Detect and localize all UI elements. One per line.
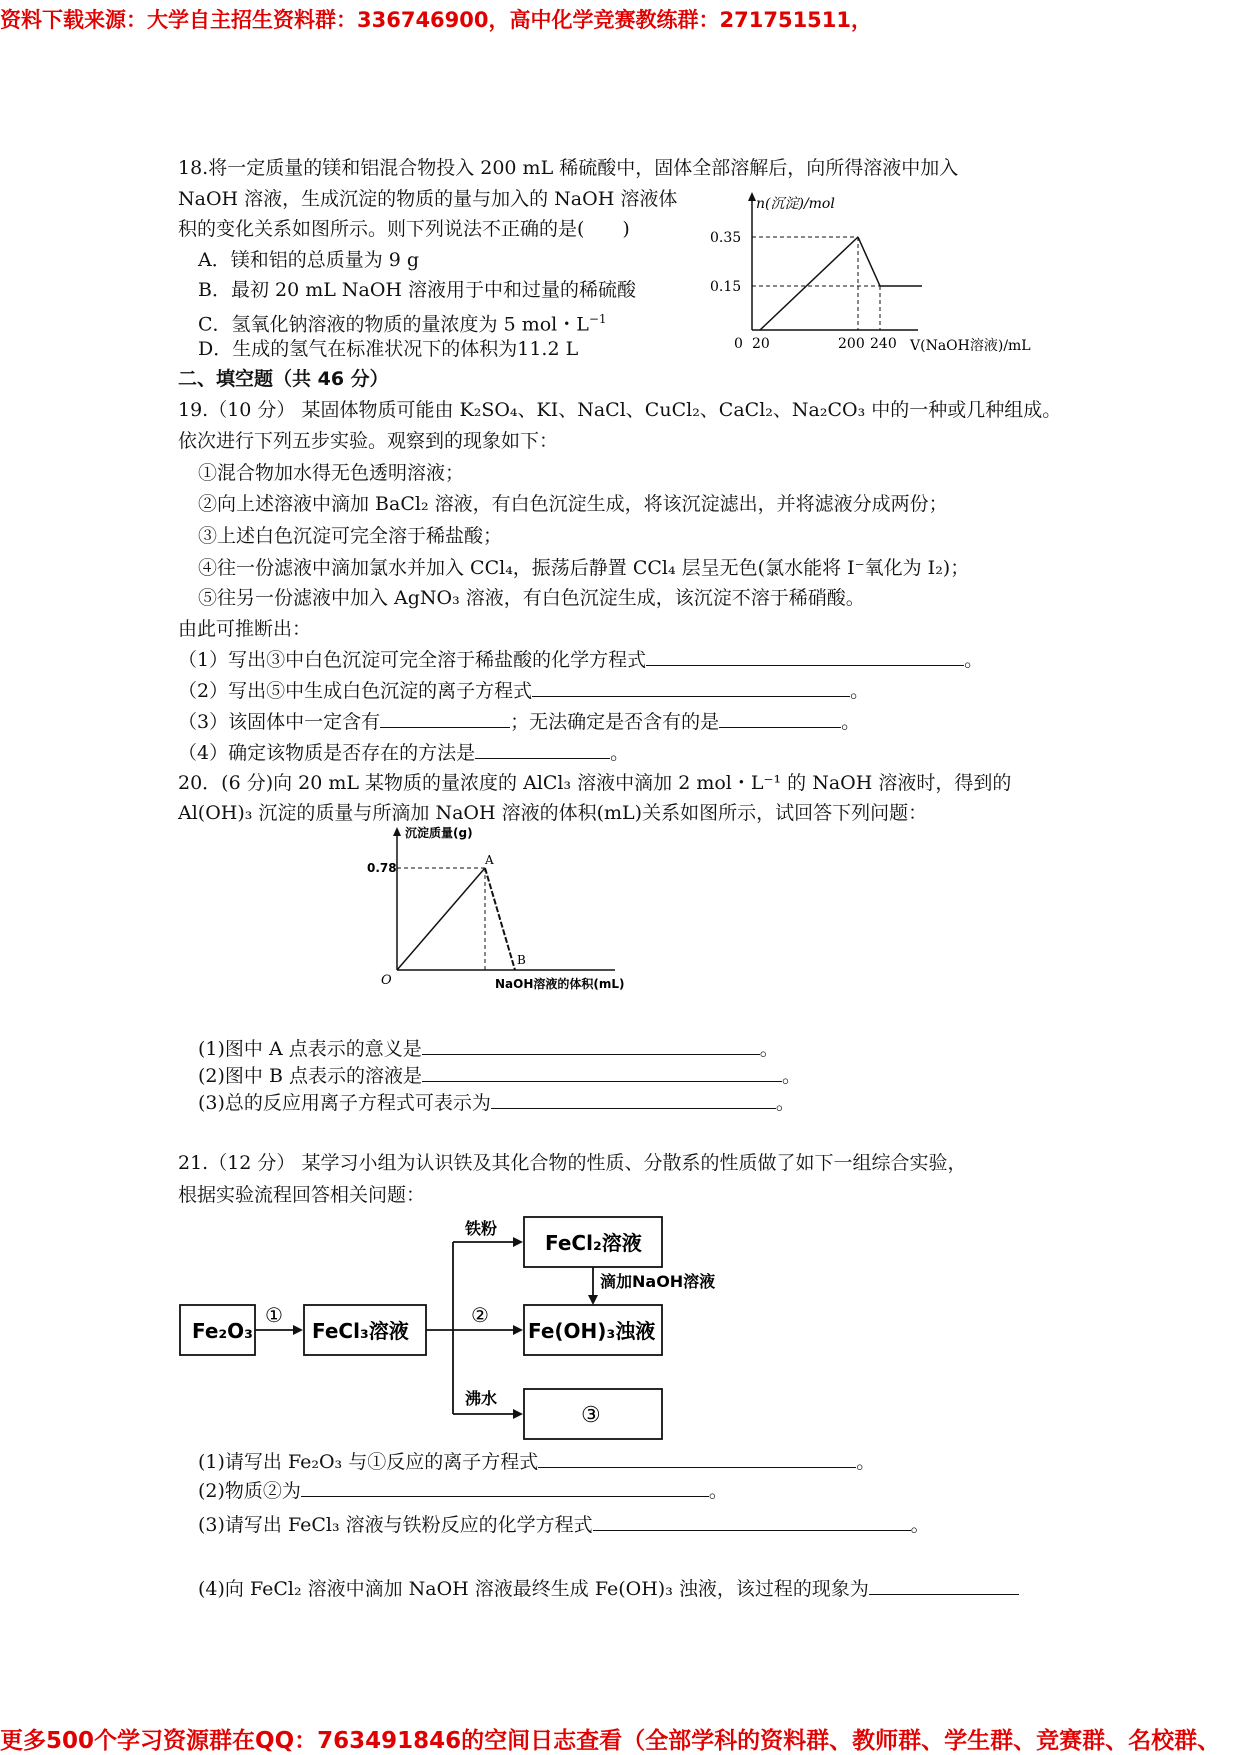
q21-blank-4[interactable]	[869, 1576, 1019, 1595]
label-fecl3: FeCl₃溶液	[312, 1319, 409, 1343]
q20-part-3: (3)总的反应用离子方程式可表示为 。	[198, 1092, 795, 1114]
q20-blank-3[interactable]	[491, 1090, 776, 1109]
q18-option-c: C．氢氧化钠溶液的物质的量浓度为 5 mol・$L^{-1}$	[198, 312, 607, 336]
q18-stem-line3: 积的变化关系如图所示。则下列说法不正确的是( )	[178, 218, 630, 240]
q20-point-b: B	[517, 953, 526, 967]
q20-blank-2[interactable]	[422, 1063, 782, 1082]
q19-blank-3a[interactable]	[380, 709, 510, 728]
label-fe2o3: Fe₂O₃	[192, 1319, 253, 1343]
q19-step-5: ⑤往另一份滤液中加入 AgNO₃ 溶液，有白色沉淀生成，该沉淀不溶于稀硝酸。	[198, 587, 865, 609]
arrow-down-head	[588, 1295, 598, 1305]
q21-part-2: (2)物质②为 。	[198, 1480, 728, 1502]
q19-step-3: ③上述白色沉淀可完全溶于稀盐酸；	[198, 525, 503, 547]
q21-part-3: (3)请写出 FeCl₃ 溶液与铁粉反应的化学方程式 。	[198, 1514, 930, 1536]
q18-stem-line2: NaOH 溶液，生成沉淀的物质的量与加入的 NaOH 溶液体	[178, 188, 678, 210]
q18-seg-fall	[858, 237, 880, 286]
q21-part-4: (4)向 FeCl₂ 溶液中滴加 NaOH 溶液最终生成 Fe(OH)₃ 浊液，该过程的现象为	[198, 1576, 1019, 1601]
q20-xlabel: NaOH溶液的体积(mL)	[495, 977, 625, 991]
q19-blank-1[interactable]	[646, 647, 964, 666]
q20-ytick-0: 0.78	[367, 861, 397, 875]
q20-part-2: (2)图中 B 点表示的溶液是 。	[198, 1065, 801, 1087]
section-2-heading: 二、填空题（共 46 分）	[178, 368, 389, 390]
q20-blank-1[interactable]	[422, 1036, 760, 1055]
arrow-1-head	[293, 1325, 303, 1335]
top-banner: 资料下载来源：大学自主招生资料群：336746900，高中化学竞赛教练群：271751511，	[0, 8, 873, 32]
q18-chart	[700, 190, 1040, 355]
q19-part-1: （1）写出③中白色沉淀可完全溶于稀盐酸的化学方程式 。	[178, 649, 984, 671]
q18-seg-rise	[760, 237, 858, 330]
q18-option-b: B．最初 20 mL NaOH 溶液用于中和过量的稀硫酸	[198, 279, 637, 301]
q21-stem-line2: 根据实验流程回答相关问题：	[178, 1184, 426, 1206]
q19-step-4: ④往一份滤液中滴加氯水并加入 CCl₄，振荡后静置 CCl₄ 层呈无色(氯水能将 I⁻氧化为 I₂)；	[198, 557, 970, 579]
q20-seg-rise	[397, 868, 485, 970]
q21-blank-1[interactable]	[538, 1449, 856, 1468]
label-dropnaoh: 滴加NaOH溶液	[600, 1272, 716, 1291]
label-step1: ①	[265, 1303, 283, 1327]
arrow-bot-head	[513, 1409, 523, 1419]
q18-option-d: D．生成的氢气在标准状况下的体积为11.2 L	[198, 338, 579, 360]
arrow-mid-head	[513, 1325, 523, 1335]
q20-origin: O	[381, 973, 392, 988]
q18-option-a: A．镁和铝的总质量为 9 g	[198, 249, 420, 271]
q18-ytick-1: 0.15	[710, 279, 742, 295]
q20-stem-line2: Al(OH)₃ 沉淀的质量与所滴加 NaOH 溶液的体积(mL)关系如图所示，试回答下列问题：	[178, 802, 928, 824]
q19-infer: 由此可推断出：	[178, 618, 312, 640]
q20-y-arrow	[393, 827, 401, 836]
q21-blank-2[interactable]	[301, 1478, 709, 1497]
q19-step-2: ②向上述溶液中滴加 BaCl₂ 溶液，有白色沉淀生成，将该沉淀滤出，并将滤液分成两份；	[198, 493, 948, 515]
q21-blank-3[interactable]	[593, 1512, 911, 1531]
q19-step-1: ①混合物加水得无色透明溶液；	[198, 462, 465, 484]
q20-point-a: A	[485, 853, 494, 867]
q19-part-3: （3）该固体中一定含有 ；无法确定是否含有的是 。	[178, 711, 861, 733]
q19-part-4: （4）确定该物质是否存在的方法是 。	[178, 742, 630, 764]
q20-part-1: (1)图中 A 点表示的意义是 。	[198, 1038, 779, 1060]
q18-xtick-2: 200	[838, 336, 865, 352]
label-step3: ③	[581, 1403, 601, 1428]
q18-stem-line1: 18.将一定质量的镁和铝混合物投入 200 mL 稀硫酸中，固体全部溶解后，向所得溶液中加入	[178, 157, 959, 179]
q18-y-arrow	[748, 192, 756, 201]
q18-ylabel: n(沉淀)/mol	[756, 196, 835, 212]
q18-xtick-1: 20	[752, 336, 770, 352]
q19-blank-3b[interactable]	[719, 709, 841, 728]
q19-stem-line2: 依次进行下列五步实验。观察到的现象如下：	[178, 430, 559, 452]
q19-blank-2[interactable]	[532, 678, 850, 697]
q20-stem-line1: 20．(6 分)向 20 mL 某物质的量浓度的 AlCl₃ 溶液中滴加 2 mol・L⁻¹ 的 NaOH 溶液时，得到的	[178, 772, 1012, 794]
q21-stem-line1: 21.（12 分） 某学习小组为认识铁及其化合物的性质、分散系的性质做了如下一组综合实验，	[178, 1152, 967, 1174]
q18-xtick-3: 240	[870, 336, 897, 352]
label-step2: ②	[471, 1303, 489, 1327]
label-feoh3: Fe(OH)₃浊液	[528, 1319, 656, 1343]
label-tiefen: 铁粉	[465, 1219, 498, 1238]
arrow-top-head	[513, 1237, 523, 1247]
bottom-banner: 更多500个学习资源群在QQ：763491846的空间日志查看（全部学科的资料群、教师群、学生群、竞赛群、名校群、	[0, 1728, 1221, 1754]
q18-xlabel: V(NaOH溶液)/mL	[910, 338, 1031, 354]
q21-part-1: (1)请写出 Fe₂O₃ 与①反应的离子方程式 。	[198, 1451, 876, 1473]
label-feishui: 沸水	[465, 1389, 498, 1408]
q19-stem-line1: 19.（10 分） 某固体物质可能由 K₂SO₄、KI、NaCl、CuCl₂、CaCl₂、Na₂CO₃ 中的一种或几种组成。	[178, 399, 1062, 421]
q20-chart	[365, 820, 665, 1000]
q20-seg-fall	[485, 868, 515, 970]
q18-xtick-0: 0	[734, 336, 743, 352]
q21-flow-diagram	[175, 1212, 735, 1442]
q18-ytick-0: 0.35	[710, 230, 742, 246]
q20-ylabel: 沉淀质量(g)	[405, 826, 473, 840]
q19-blank-4[interactable]	[475, 740, 610, 759]
q19-part-2: （2）写出⑤中生成白色沉淀的离子方程式 。	[178, 680, 870, 702]
label-fecl2: FeCl₂溶液	[545, 1231, 642, 1255]
